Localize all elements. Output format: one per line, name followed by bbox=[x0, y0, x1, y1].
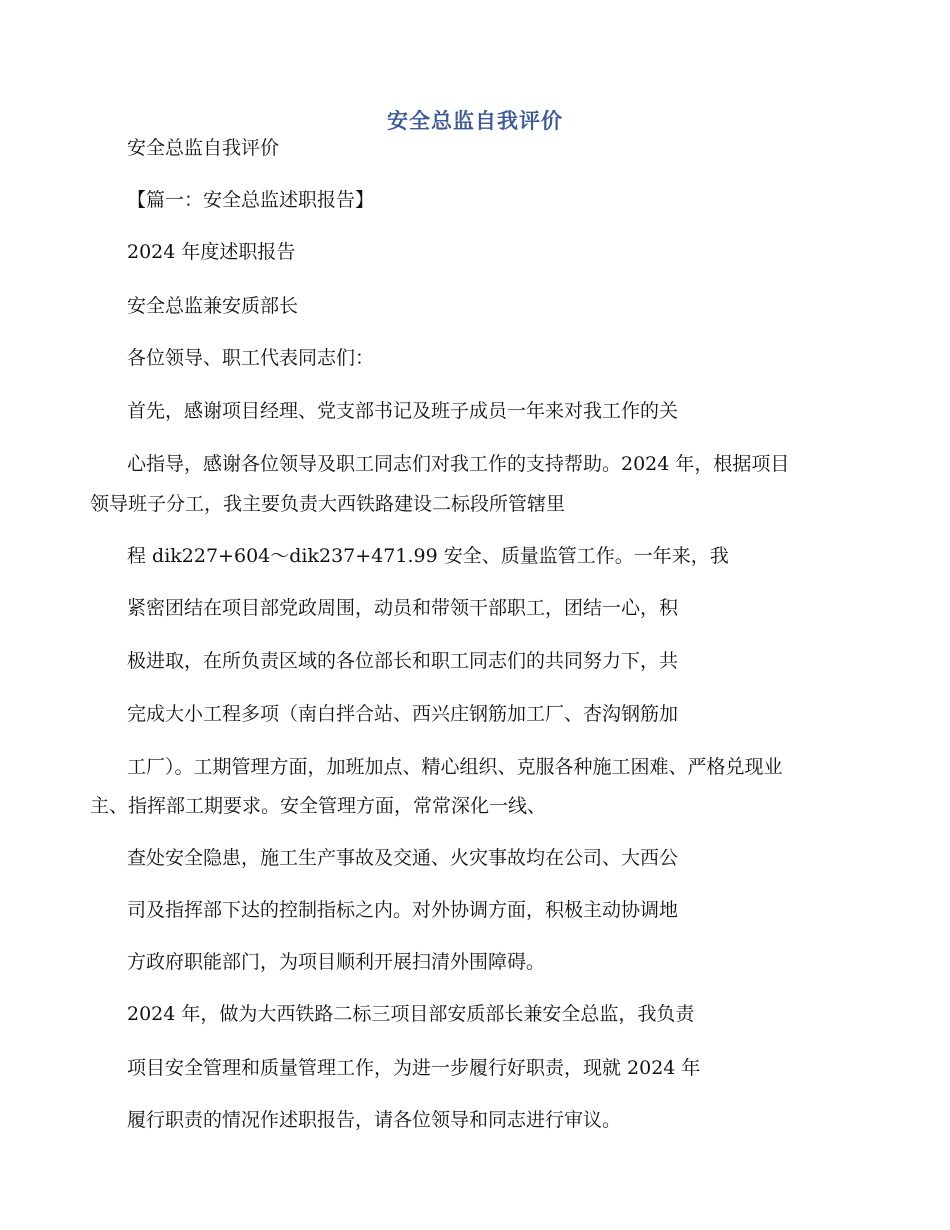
body-line-8: 领导班子分工，我主要负责大西铁路建设二标段所管辖里 bbox=[90, 493, 566, 515]
body-line-17: 方政府职能部门，为项目顺利开展扫清外围障碍。 bbox=[127, 951, 546, 973]
body-line-14: 主、指挥部工期要求。安全管理方面，常常深化一线、 bbox=[90, 795, 547, 817]
body-line-4: 安全总监兼安质部长 bbox=[127, 295, 299, 317]
body-line-10: 紧密团结在项目部党政周围，动员和带领干部职工，团结一心，积 bbox=[127, 597, 679, 619]
body-line-15: 查处安全隐患，施工生产事故及交通、火灾事故均在公司、大西公 bbox=[127, 847, 679, 869]
body-line-1: 安全总监自我评价 bbox=[127, 137, 280, 159]
body-line-12: 完成大小工程多项（南白拌合站、西兴庄钢筋加工厂、杏沟钢筋加 bbox=[127, 703, 679, 725]
body-line-3: 2024 年度述职报告 bbox=[127, 241, 296, 263]
body-line-16: 司及指挥部下达的控制指标之内。对外协调方面，积极主动协调地 bbox=[127, 899, 679, 921]
body-line-6: 首先，感谢项目经理、党支部书记及班子成员一年来对我工作的关 bbox=[127, 400, 679, 422]
document-title: 安全总监自我评价 bbox=[387, 109, 563, 133]
body-line-19: 项目安全管理和质量管理工作，为进一步履行好职责，现就 2024 年 bbox=[127, 1057, 701, 1079]
body-line-20: 履行职责的情况作述职报告，请各位领导和同志进行审议。 bbox=[127, 1109, 622, 1131]
body-line-9: 程 dik227+604～dik237+471.99 安全、质量监管工作。一年来，我 bbox=[127, 545, 729, 567]
body-line-11: 极进取，在所负责区域的各位部长和职工同志们的共同努力下，共 bbox=[127, 650, 679, 672]
body-line-18: 2024 年，做为大西铁路二标三项目部安质部长兼安全总监，我负责 bbox=[127, 1003, 695, 1025]
body-line-13: 工厂）。工期管理方面，加班加点、精心组织、克服各种施工困难、严格兑现业 bbox=[127, 756, 783, 778]
body-line-5: 各位领导、职工代表同志们： bbox=[127, 347, 375, 369]
body-line-2: 【篇一：安全总监述职报告】 bbox=[127, 189, 375, 211]
body-line-7: 心指导，感谢各位领导及职工同志们对我工作的支持帮助。2024 年，根据项目 bbox=[127, 453, 790, 475]
